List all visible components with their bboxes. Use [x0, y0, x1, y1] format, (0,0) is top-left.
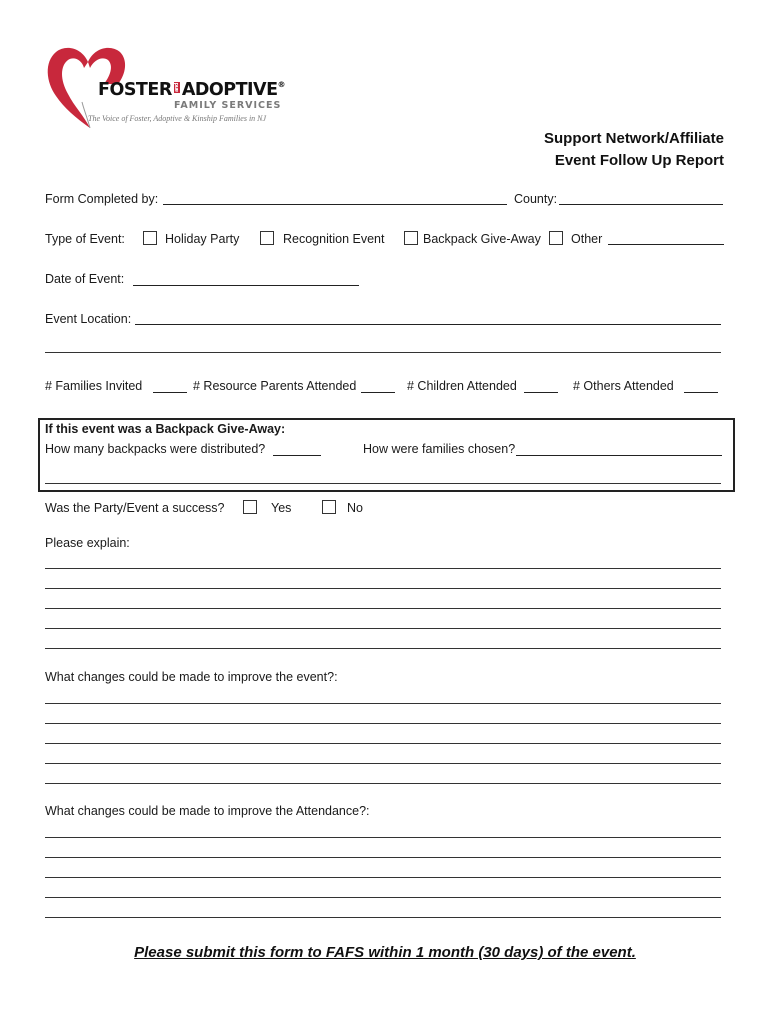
improve-attendance-line-1[interactable]	[45, 837, 721, 838]
success-no-label: No	[347, 501, 363, 515]
backpack-giveaway-checkbox[interactable]	[404, 231, 418, 245]
success-no-checkbox[interactable]	[322, 500, 336, 514]
holiday-party-checkbox[interactable]	[143, 231, 157, 245]
improve-attendance-line-3[interactable]	[45, 877, 721, 878]
backpack-section-heading: If this event was a Backpack Give-Away:	[45, 422, 286, 436]
explain-line-3[interactable]	[45, 608, 721, 609]
families-chosen-label: How were families chosen?	[363, 442, 516, 456]
children-attended-field[interactable]	[524, 392, 558, 393]
families-invited-field[interactable]	[153, 392, 187, 393]
type-of-event-label: Type of Event:	[45, 232, 125, 246]
form-completed-by-field[interactable]	[163, 204, 507, 205]
children-attended-label: # Children Attended	[407, 379, 517, 393]
explain-line-4[interactable]	[45, 628, 721, 629]
families-chosen-field-line-2[interactable]	[45, 483, 721, 484]
page-title	[544, 128, 724, 172]
title-line-1: Support Network/Affiliate	[543, 130, 724, 147]
explain-line-1[interactable]	[45, 568, 721, 569]
form-completed-by-label: Form Completed by:	[45, 192, 159, 206]
others-attended-label: # Others Attended	[573, 379, 674, 393]
county-label: County:	[514, 192, 558, 206]
success-label: Was the Party/Event a success?	[45, 501, 225, 515]
explain-line-2[interactable]	[45, 588, 721, 589]
backpack-giveaway-label: Backpack Give-Away	[423, 232, 541, 246]
improve-event-line-4[interactable]	[45, 763, 721, 764]
families-invited-label: # Families Invited	[45, 379, 143, 393]
brand-name: FOSTER and ADOPTIVE®	[98, 80, 286, 100]
date-of-event-label: Date of Event:	[45, 272, 125, 286]
backpacks-distributed-field[interactable]	[273, 455, 321, 456]
families-chosen-field[interactable]	[516, 455, 722, 456]
resource-parents-field[interactable]	[361, 392, 395, 393]
date-of-event-field[interactable]	[133, 285, 359, 286]
other-field[interactable]	[608, 244, 724, 245]
event-location-field-line-2[interactable]	[45, 352, 721, 353]
other-label: Other	[571, 232, 603, 246]
backpacks-distributed-label: How many backpacks were distributed?	[45, 442, 266, 456]
improve-event-line-1[interactable]	[45, 703, 721, 704]
success-yes-label: Yes	[271, 501, 292, 515]
submission-instructions: Please submit this form to FAFS within 1 month (30 days) of the event.	[134, 944, 636, 961]
others-attended-field[interactable]	[684, 392, 718, 393]
title-line-2: Event Follow Up Report	[554, 152, 724, 169]
event-location-field[interactable]	[135, 324, 721, 325]
improve-attendance-line-5[interactable]	[45, 917, 721, 918]
please-explain-label: Please explain:	[45, 536, 130, 550]
brand-tagline: The Voice of Foster, Adoptive & Kinship Families in NJ	[88, 114, 267, 123]
other-checkbox[interactable]	[549, 231, 563, 245]
success-yes-checkbox[interactable]	[243, 500, 257, 514]
improve-attendance-label: What changes could be made to improve the Attendance?:	[45, 804, 370, 818]
event-location-label: Event Location:	[45, 312, 132, 326]
improve-attendance-line-4[interactable]	[45, 897, 721, 898]
recognition-event-checkbox[interactable]	[260, 231, 274, 245]
improve-event-line-5[interactable]	[45, 783, 721, 784]
improve-attendance-line-2[interactable]	[45, 857, 721, 858]
improve-event-line-3[interactable]	[45, 743, 721, 744]
improve-event-label: What changes could be made to improve the event?:	[45, 670, 338, 684]
brand-subtitle: FAMILY SERVICES	[174, 100, 282, 111]
improve-event-line-2[interactable]	[45, 723, 721, 724]
recognition-event-label: Recognition Event	[283, 232, 385, 246]
resource-parents-label: # Resource Parents Attended	[193, 379, 357, 393]
explain-line-5[interactable]	[45, 648, 721, 649]
county-field[interactable]	[559, 204, 723, 205]
fafs-logo	[40, 42, 290, 132]
holiday-party-label: Holiday Party	[165, 232, 240, 246]
